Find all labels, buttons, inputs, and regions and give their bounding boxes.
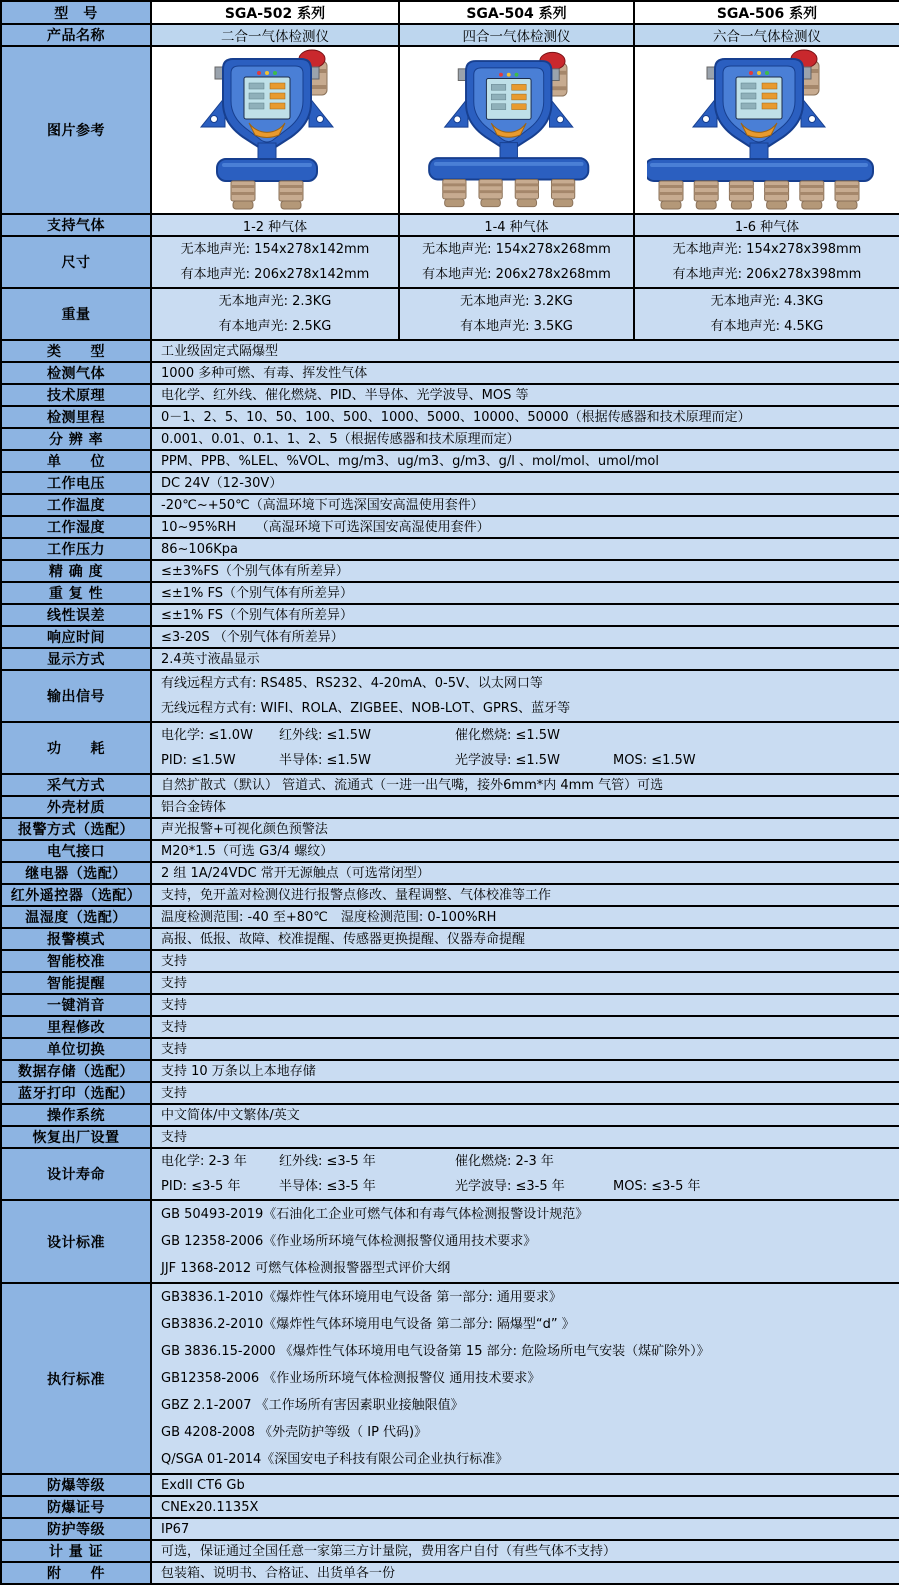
- spec-row-value: [151, 818, 899, 840]
- spec-value-line: GBZ 2.1-2007 《工作场所有害因素职业接触限值》: [161, 1398, 464, 1413]
- spec-row: [1, 582, 899, 604]
- spec-row-label: 红外遥控器（选配）: [1, 884, 151, 906]
- spec-row-value: [151, 560, 899, 582]
- spec-row-value: [151, 1540, 899, 1562]
- spec-row-value: [151, 384, 899, 406]
- spec-row-value: [151, 1104, 899, 1126]
- spec-row-label: 功 耗: [1, 722, 151, 774]
- spec-row: [1, 1148, 899, 1200]
- spec-row-label: 线性误差: [1, 604, 151, 626]
- spec-row-value: [151, 1082, 899, 1104]
- spec-row: [1, 648, 899, 670]
- spec-row-value: [151, 670, 899, 722]
- spec-row: [1, 538, 899, 560]
- spec-row: [1, 560, 899, 582]
- spec-row-label: 一键消音: [1, 994, 151, 1016]
- spec-row-value: [151, 774, 899, 796]
- spec-value-line: 支持: [161, 1019, 188, 1035]
- spec-row: [1, 406, 899, 428]
- spec-row-value: [151, 428, 899, 450]
- spec-row: [1, 362, 899, 384]
- spec-value-line: 86~106Kpa: [161, 541, 238, 557]
- spec-row: [1, 494, 899, 516]
- spec-row-value: [151, 582, 899, 604]
- row-product-name: [1, 24, 899, 46]
- spec-row: [1, 1082, 899, 1104]
- weight-2: 无本地声光: 3.2KG 有本地声光: 3.5KG: [399, 288, 634, 340]
- spec-row-value: [151, 928, 899, 950]
- spec-row: [1, 1496, 899, 1518]
- spec-row-value: [151, 906, 899, 928]
- spec-value-line: 铝合金铸体: [161, 799, 227, 815]
- spec-value-line: JJF 1368-2012 可燃气体检测报警器型式评价大纲: [161, 1261, 451, 1276]
- spec-row-label: 重 复 性: [1, 582, 151, 604]
- spec-value-line: PPM、PPB、%LEL、%VOL、mg/m3、ug/m3、g/m3、g/l 、mol/mol、umol/mol: [161, 453, 659, 469]
- spec-row-value: [151, 722, 899, 774]
- spec-value-line: PID: ≤3-5 年 半导体: ≤3-5 年 光学波导: ≤3-5 年 MOS: ≤3-5 年: [161, 1179, 701, 1194]
- spec-row-value: [151, 862, 899, 884]
- spec-row-label: 显示方式: [1, 648, 151, 670]
- spec-row-value: [151, 972, 899, 994]
- spec-row-label: 工作温度: [1, 494, 151, 516]
- spec-row: [1, 884, 899, 906]
- spec-value-line: GB 12358-2006《作业场所环境气体检测报警仪通用技术要求》: [161, 1234, 537, 1249]
- spec-row: [1, 722, 899, 774]
- spec-row-value: [151, 950, 899, 972]
- spec-value-line: ≤3-20S （个别气体有所差异）: [161, 629, 344, 645]
- spec-row-label: 响应时间: [1, 626, 151, 648]
- spec-value-line: 0－1、2、5、10、50、100、500、1000、5000、10000、50000（根据传感器和技术原理而定）: [161, 409, 751, 425]
- spec-row-value: [151, 538, 899, 560]
- spec-value-line: 0.001、0.01、0.1、1、2、5（根据传感器和技术原理而定）: [161, 431, 520, 447]
- spec-row-value: [151, 450, 899, 472]
- spec-row-value: [151, 796, 899, 818]
- spec-row: [1, 1038, 899, 1060]
- spec-row: [1, 1016, 899, 1038]
- spec-row-label: 类 型: [1, 340, 151, 362]
- spec-value-line: 声光报警+可视化颜色预警法: [161, 821, 328, 837]
- spec-row-value: [151, 626, 899, 648]
- spec-row: [1, 1283, 899, 1474]
- spec-row-value: [151, 494, 899, 516]
- product-name-2: 四合一气体检测仪: [399, 24, 634, 46]
- spec-value-line: 支持: [161, 1085, 188, 1101]
- spec-value-line: 无线远程方式有: WIFI、ROLA、ZIGBEE、NOB-LOT、GPRS、蓝牙等: [161, 701, 571, 716]
- spec-value-line: CNEx20.1135X: [161, 1499, 259, 1515]
- spec-row: [1, 928, 899, 950]
- spec-row-value: [151, 884, 899, 906]
- spec-value-line: PID: ≤1.5W 半导体: ≤1.5W 光学波导: ≤1.5W MOS: ≤1.5W: [161, 753, 696, 768]
- spec-row-value: [151, 1474, 899, 1496]
- gas-count-1: 1-2 种气体: [151, 214, 399, 236]
- spec-row-label: 设计标准: [1, 1200, 151, 1283]
- spec-row: [1, 818, 899, 840]
- size-1: 无本地声光: 154x278x142mm 有本地声光: 206x278x142mm: [151, 236, 399, 288]
- spec-row: [1, 774, 899, 796]
- spec-row-value: [151, 362, 899, 384]
- spec-row-label: 温湿度（选配）: [1, 906, 151, 928]
- model-sga502: SGA-502 系列: [151, 1, 399, 24]
- spec-row: [1, 604, 899, 626]
- gas-count-2: 1-4 种气体: [399, 214, 634, 236]
- spec-row: [1, 670, 899, 722]
- spec-row-label: 操作系统: [1, 1104, 151, 1126]
- spec-row-label: 工作湿度: [1, 516, 151, 538]
- spec-row-value: [151, 1562, 899, 1584]
- spec-value-line: GB 4208-2008 《外壳防护等级（ IP 代码)》: [161, 1425, 428, 1440]
- model-sga506: SGA-506 系列: [634, 1, 899, 24]
- spec-row-value: [151, 1016, 899, 1038]
- spec-row-label: 外壳材质: [1, 796, 151, 818]
- spec-value-line: 温度检测范围: -40 至+80℃ 湿度检测范围: 0-100%RH: [161, 909, 497, 925]
- spec-value-line: 高报、低报、故障、校准提醒、传感器更换提醒、仪器寿命提醒: [161, 931, 526, 947]
- spec-row-value: [151, 1060, 899, 1082]
- spec-value-line: IP67: [161, 1521, 190, 1537]
- spec-row: [1, 840, 899, 862]
- model-sga504: SGA-504 系列: [399, 1, 634, 24]
- weight-3: 无本地声光: 4.3KG 有本地声光: 4.5KG: [634, 288, 899, 340]
- spec-row-label: 精 确 度: [1, 560, 151, 582]
- spec-row-value: [151, 648, 899, 670]
- row-model: [1, 1, 899, 24]
- product-image-sga504: [400, 47, 633, 213]
- spec-row: [1, 906, 899, 928]
- spec-row: [1, 428, 899, 450]
- spec-value-line: 1000 多种可燃、有毒、挥发性气体: [161, 365, 368, 381]
- spec-row-label: 报警模式: [1, 928, 151, 950]
- spec-value-line: 支持: [161, 953, 188, 969]
- spec-value-line: 电化学、红外线、催化燃烧、PID、半导体、光学波导、MOS 等: [161, 387, 529, 403]
- spec-row-label: 防爆证号: [1, 1496, 151, 1518]
- spec-value-line: GB3836.1-2010《爆炸性气体环境用电气设备 第一部分: 通用要求》: [161, 1290, 562, 1305]
- spec-value-line: 可选，保证通过全国任意一家第三方计量院，费用客户自付（有些气体不支持）: [161, 1543, 617, 1559]
- spec-row-value: [151, 1148, 899, 1200]
- spec-row: [1, 972, 899, 994]
- spec-value-line: 电化学: 2-3 年 红外线: ≤3-5 年 催化燃烧: 2-3 年: [161, 1154, 554, 1169]
- spec-row-label: 附 件: [1, 1562, 151, 1584]
- spec-row: [1, 796, 899, 818]
- spec-value-line: 电化学: ≤1.0W 红外线: ≤1.5W 催化燃烧: ≤1.5W: [161, 728, 560, 743]
- spec-value-line: DC 24V（12-30V）: [161, 475, 283, 491]
- weight-1: 无本地声光: 2.3KG 有本地声光: 2.5KG: [151, 288, 399, 340]
- model-row-label: 型 号: [1, 1, 151, 24]
- spec-row-label: 检测气体: [1, 362, 151, 384]
- spec-row: [1, 950, 899, 972]
- spec-value-line: ≤±3%FS（个别气体有所差异）: [161, 563, 349, 579]
- image-row-label: 图片参考: [1, 46, 151, 214]
- spec-row: [1, 384, 899, 406]
- size-2: 无本地声光: 154x278x268mm 有本地声光: 206x278x268mm: [399, 236, 634, 288]
- spec-value-line: 10~95%RH （高湿环境下可选深国安高湿使用套件）: [161, 519, 490, 535]
- product-row-label: 产品名称: [1, 24, 151, 46]
- size-row-label: 尺寸: [1, 236, 151, 288]
- spec-row-label: 设计寿命: [1, 1148, 151, 1200]
- spec-row-label: 工作电压: [1, 472, 151, 494]
- spec-value-line: 支持: [161, 1041, 188, 1057]
- spec-value-line: ≤±1% FS（个别气体有所差异）: [161, 607, 354, 623]
- spec-value-line: ≤±1% FS（个别气体有所差异）: [161, 585, 354, 601]
- spec-row: [1, 862, 899, 884]
- spec-row: [1, 994, 899, 1016]
- product-image-sga502: [152, 47, 398, 213]
- spec-row-label: 数据存储（选配）: [1, 1060, 151, 1082]
- spec-row: [1, 472, 899, 494]
- weight-row-label: 重量: [1, 288, 151, 340]
- spec-value-line: 2.4英寸液晶显示: [161, 651, 260, 667]
- spec-value-line: GB3836.2-2010《爆炸性气体环境用电气设备 第二部分: 隔爆型“d” 》: [161, 1317, 575, 1332]
- spec-value-line: GB 3836.15-2000 《爆炸性气体环境用电气设备第 15 部分: 危险场所电气安装（煤矿除外）》: [161, 1344, 710, 1359]
- row-supported-gases: [1, 214, 899, 236]
- spec-row-value: [151, 1496, 899, 1518]
- spec-row: [1, 1474, 899, 1496]
- spec-row: [1, 1060, 899, 1082]
- spec-row: [1, 1518, 899, 1540]
- spec-row: [1, 1104, 899, 1126]
- spec-value-line: GB 50493-2019《石油化工企业可燃气体和有毒气体检测报警设计规范》: [161, 1207, 589, 1222]
- spec-value-line: 支持: [161, 997, 188, 1013]
- spec-row-label: 恢复出厂设置: [1, 1126, 151, 1148]
- spec-row-value: [151, 472, 899, 494]
- spec-row-label: 技术原理: [1, 384, 151, 406]
- spec-value-line: Q/SGA 01-2014《深国安电子科技有限公司企业执行标准》: [161, 1452, 509, 1467]
- spec-row-value: [151, 1283, 899, 1474]
- spec-value-line: 支持: [161, 975, 188, 991]
- spec-row-label: 蓝牙打印（选配）: [1, 1082, 151, 1104]
- spec-row-label: 采气方式: [1, 774, 151, 796]
- spec-value-line: M20*1.5（可选 G3/4 螺纹）: [161, 843, 334, 859]
- gas-count-3: 1-6 种气体: [634, 214, 899, 236]
- spec-row-value: [151, 994, 899, 1016]
- spec-value-line: ExdII CT6 Gb: [161, 1477, 245, 1493]
- spec-row: [1, 516, 899, 538]
- spec-value-line: 包装箱、说明书、合格证、出货单各一份: [161, 1565, 396, 1581]
- spec-row-value: [151, 406, 899, 428]
- product-name-1: 二合一气体检测仪: [151, 24, 399, 46]
- spec-row: [1, 1126, 899, 1148]
- spec-row-label: 报警方式（选配）: [1, 818, 151, 840]
- spec-row: [1, 340, 899, 362]
- spec-value-line: 工业级固定式隔爆型: [161, 343, 279, 359]
- spec-value-line: GB12358-2006 《作业场所环境气体检测报警仪 通用技术要求》: [161, 1371, 541, 1386]
- spec-row-label: 继电器（选配）: [1, 862, 151, 884]
- spec-row-label: 执行标准: [1, 1283, 151, 1474]
- spec-value-line: 有线远程方式有: RS485、RS232、4-20mA、0-5V、以太网口等: [161, 676, 543, 691]
- spec-row: [1, 1562, 899, 1584]
- spec-row-label: 输出信号: [1, 670, 151, 722]
- spec-row: [1, 450, 899, 472]
- spec-row: [1, 1200, 899, 1283]
- spec-value-line: 支持 10 万条以上本地存储: [161, 1063, 316, 1079]
- row-image-reference: [1, 46, 899, 214]
- product-name-3: 六合一气体检测仪: [634, 24, 899, 46]
- spec-row-label: 智能提醒: [1, 972, 151, 994]
- spec-row-label: 防护等级: [1, 1518, 151, 1540]
- spec-row-label: 工作压力: [1, 538, 151, 560]
- spec-value-line: 自然扩散式（默认） 管道式、流通式（一进一出气嘴，接外6mm*内 4mm 气管）可选: [161, 777, 664, 793]
- spec-row-label: 分 辨 率: [1, 428, 151, 450]
- spec-row-value: [151, 1126, 899, 1148]
- spec-row-label: 智能校准: [1, 950, 151, 972]
- spec-value-line: -20℃~+50℃（高温环境下可选深国安高温使用套件）: [161, 497, 484, 513]
- spec-row-label: 里程修改: [1, 1016, 151, 1038]
- spec-row-value: [151, 1200, 899, 1283]
- spec-row-value: [151, 1518, 899, 1540]
- gas-row-label: 支持气体: [1, 214, 151, 236]
- spec-row-label: 单 位: [1, 450, 151, 472]
- product-image-sga506: [635, 47, 899, 213]
- spec-row-label: 防爆等级: [1, 1474, 151, 1496]
- spec-value-line: 2 组 1A/24VDC 常开无源触点（可选常闭型）: [161, 865, 430, 881]
- spec-row: [1, 626, 899, 648]
- row-weight: [1, 288, 899, 340]
- size-3: 无本地声光: 154x278x398mm 有本地声光: 206x278x398mm: [634, 236, 899, 288]
- spec-value-line: 中文简体/中文繁体/英文: [161, 1107, 300, 1123]
- spec-row-label: 计 量 证: [1, 1540, 151, 1562]
- spec-row-label: 检测里程: [1, 406, 151, 428]
- spec-row-value: [151, 1038, 899, 1060]
- row-dimensions: [1, 236, 899, 288]
- spec-row-value: [151, 604, 899, 626]
- spec-value-line: 支持: [161, 1129, 188, 1145]
- spec-row-value: [151, 340, 899, 362]
- spec-row-value: [151, 840, 899, 862]
- spec-value-line: 支持，免开盖对检测仪进行报警点修改、量程调整、气体校准等工作: [161, 887, 552, 903]
- spec-row-label: 电气接口: [1, 840, 151, 862]
- spec-row-value: [151, 516, 899, 538]
- spec-row: [1, 1540, 899, 1562]
- spec-row-label: 单位切换: [1, 1038, 151, 1060]
